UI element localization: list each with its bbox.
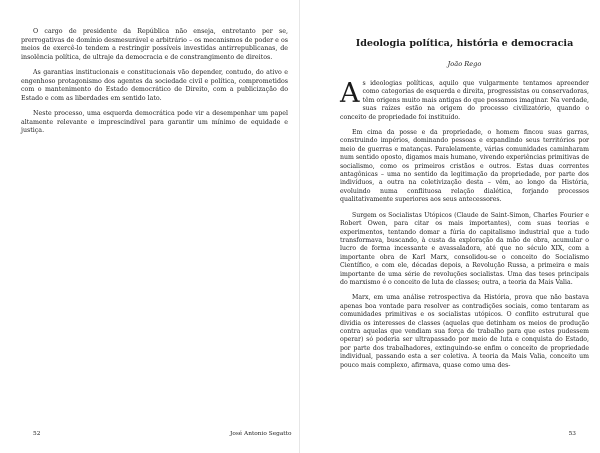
right-page-number: 53 [568, 431, 576, 437]
article-title: Ideologia política, história e democracia [355, 38, 574, 49]
body-paragraph: O cargo de presidente da República não enseja, entretanto per se, prerrogativas de domínio desmesurável e arbitrário – os mecanismos de poder e os meios de exercê-lo tendem a restringir possíveis investidas antirrepublicanas, de insolência política, de ultraje da democracia e de constrangimento de direitos. [21, 28, 288, 61]
body-paragraph: As garantias institucionais e constitucionais vão depender, contudo, do ativo e engenhoso protagonismo dos agentes da sociedade civil e política, comprometidos com o mantenimento do Estado democrático de Direito, com a publicização do Estado e com as liberdades em sentido lato. [21, 69, 288, 102]
body-paragraph: Surgem os Socialistas Utópicos (Claude de Saint-Simon, Charles Fourier e Robert Owen, para citar os mais importantes), com suas teorias e experimentos, tentando domar a fúria do capitalismo industrial que a tudo transformava, buscando, à custa da exploração da mão de obra, acumular o lucro de forma incessante e avassaladora, até que no século XIX, com a importante obra de Karl Marx, consolidou-se o conceito do Socialismo Científico, e com ele, décadas depois, a Revolução Russa, a primeira e mais importante de uma série de revoluções socialistas. Uma das teses principais do marxismo é o conceito de luta de classes; outra, a teoria da Mais Valia. [340, 211, 589, 286]
body-paragraph: Em cima da posse e da propriedade, o homem fincou suas garras, construindo impérios, dominando pessoas e expandindo seus territórios por meio de guerras e matanças. Paralelamente, várias comunidades caminharam num sentido oposto, digamos mais humano, vivendo experiências primitivas de socialismo, como os primeiros cristãos e outros. Estas duas correntes antagônicas – uma no sentido da legitimação da propriedade, por parte dos indivíduos, a outra na coletivização desta – vêm, ao longo da História, evoluindo numa conflituosa relação dialética, forjando processos qualitativamente superiores aos seus antecessores. [340, 129, 589, 204]
body-paragraph: Neste processo, uma esquerda democrática pode vir a desempenhar um papel altamente relevante e imprescindível para garantir um mínimo de equidade e justiça. [21, 110, 288, 134]
footer-author: José Antonio Segatto [230, 431, 292, 437]
left-page-number: 52 [33, 431, 41, 437]
article-author: João Rego [447, 60, 482, 68]
right-page [300, 0, 600, 453]
first-paragraph [340, 80, 589, 122]
first-paragraph-text: s ideologias políticas, aquilo que vulgarmente tentamos apreender como categorias de esquerda e direita, progressistas ou conservadoras, têm origens muito mais antigas do que possamos imaginar. Na verdade, suas raízes estão na origem do processo civilizatório, quando o conceito de propriedade foi instituído. [340, 80, 589, 121]
drop-cap-letter: A [340, 78, 360, 109]
body-paragraph: Marx, em uma análise retrospectiva da História, prova que não bastava apenas boa vontade para resolver as contradições sociais, como tentaram as comunidades primitivas e os socialistas utópicos. O conflito estrutural que dividia os interesses de classes (aquelas que detinham os meios de produção contra aquelas que vendiam sua força de trabalho para que estes pudessem operar) só poderia ser ultrapassado por meio de luta e conquista do Estado, por parte dos trabalhadores, extinguindo-se enfim o conceito de propriedade individual, passando esta a ser coletiva. A teoria da Mais Valia, conceito um pouco mais complexo, afirmava, quase como uma des- [340, 294, 589, 369]
